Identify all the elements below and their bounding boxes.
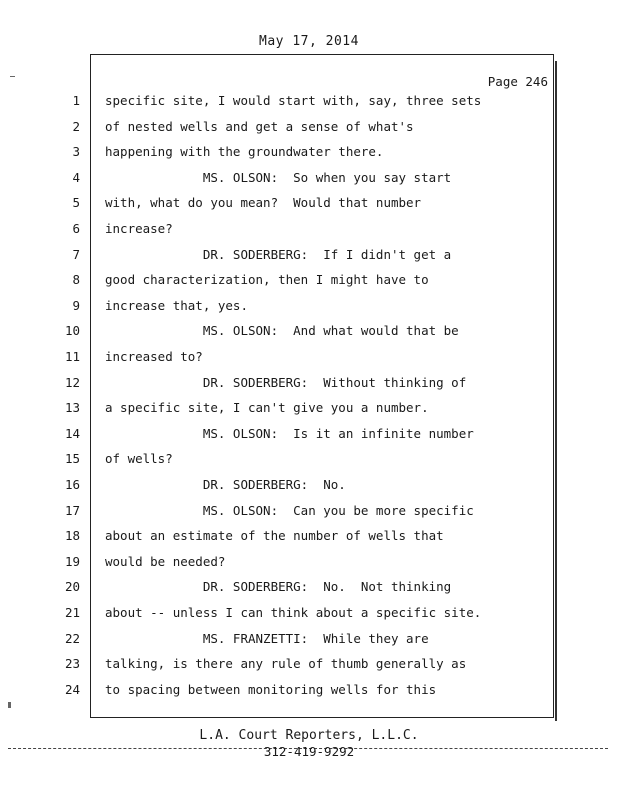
line-text: increased to?: [105, 349, 203, 364]
line-number: 20: [64, 579, 80, 595]
transcript-line: [0, 375, 618, 395]
transcript-line: [0, 426, 618, 446]
line-number: 2: [72, 118, 80, 134]
line-text: with, what do you mean? Would that number: [105, 195, 422, 211]
footer-phone: 312-419-9292: [263, 744, 355, 759]
transcript-line: [0, 631, 618, 651]
transcript-line: [0, 272, 618, 292]
scan-speck: [8, 702, 11, 708]
transcript-line: [0, 554, 618, 574]
line-number: 6: [72, 221, 80, 236]
line-text: MS. OLSON: Is it an infinite number: [105, 425, 474, 441]
line-number: 24: [64, 681, 80, 697]
line-text: increase that, yes.: [105, 297, 248, 313]
transcript-line: [0, 195, 618, 215]
line-text: talking, is there any rule of thumb generally as: [105, 656, 467, 672]
line-number: 12: [64, 374, 80, 390]
line-text: a specific site, I can't give you a number.: [105, 400, 429, 416]
transcript-line: [0, 170, 618, 190]
line-number: 14: [64, 425, 80, 441]
line-text: happening with the groundwater there.: [105, 144, 384, 160]
line-text: of wells?: [105, 451, 173, 467]
line-text: of nested wells and get a sense of what's: [105, 118, 414, 134]
transcript-line: [0, 323, 618, 343]
transcript-line: [0, 298, 618, 318]
scan-speck: [10, 76, 15, 77]
transcript-line: [0, 144, 618, 164]
header-date: May 17, 2014: [259, 34, 359, 49]
line-text: MS. OLSON: So when you say start: [105, 169, 452, 185]
line-text: DR. SODERBERG: No. Not thinking: [105, 579, 452, 595]
line-text: about -- unless I can think about a specific site.: [105, 605, 482, 620]
transcript-line: [0, 656, 618, 676]
line-text: MS. OLSON: Can you be more specific: [105, 502, 474, 518]
transcript-line: [0, 349, 618, 369]
line-number: 17: [64, 502, 80, 518]
transcript-line: [0, 247, 618, 267]
footer-reporter: L.A. Court Reporters, L.L.C.: [199, 728, 419, 743]
transcript-line: [0, 605, 618, 625]
line-number: 19: [64, 553, 80, 569]
line-text: to spacing between monitoring wells for this: [105, 681, 437, 697]
line-text: increase?: [105, 221, 173, 236]
line-number: 21: [64, 605, 80, 620]
transcript-line: [0, 400, 618, 420]
line-text: good characterization, then I might have to: [105, 272, 429, 288]
line-number: 7: [72, 246, 80, 262]
line-number: 22: [64, 630, 80, 646]
line-number: 9: [72, 297, 80, 313]
transcript-line: [0, 93, 618, 113]
line-number: 15: [64, 451, 80, 467]
transcript-line: [0, 451, 618, 471]
line-number: 18: [64, 528, 80, 544]
line-text: MS. OLSON: And what would that be: [105, 323, 459, 339]
line-text: DR. SODERBERG: If I didn't get a: [105, 246, 452, 262]
transcript-line: [0, 503, 618, 523]
line-number: 8: [72, 272, 80, 288]
line-text: specific site, I would start with, say, three sets: [105, 93, 482, 108]
line-number: 16: [64, 477, 80, 492]
line-number: 1: [72, 93, 80, 108]
line-number: 5: [72, 195, 80, 211]
page-number: Page 246: [487, 74, 548, 89]
transcript-line: [0, 477, 618, 497]
line-text: would be needed?: [105, 553, 226, 569]
line-text: about an estimate of the number of wells that: [105, 528, 444, 544]
line-text: MS. FRANZETTI: While they are: [105, 630, 429, 646]
transcript-line: [0, 528, 618, 548]
line-number: 11: [64, 349, 80, 364]
line-text: DR. SODERBERG: No.: [105, 477, 346, 492]
transcript-line: [0, 579, 618, 599]
transcript-line: [0, 221, 618, 241]
line-number: 10: [64, 323, 80, 339]
line-number: 4: [72, 169, 80, 185]
line-number: 3: [72, 144, 80, 160]
line-number: 23: [64, 656, 80, 672]
line-text: DR. SODERBERG: Without thinking of: [105, 374, 467, 390]
transcript-line: [0, 119, 618, 139]
transcript-line: [0, 682, 618, 702]
line-number: 13: [64, 400, 80, 416]
